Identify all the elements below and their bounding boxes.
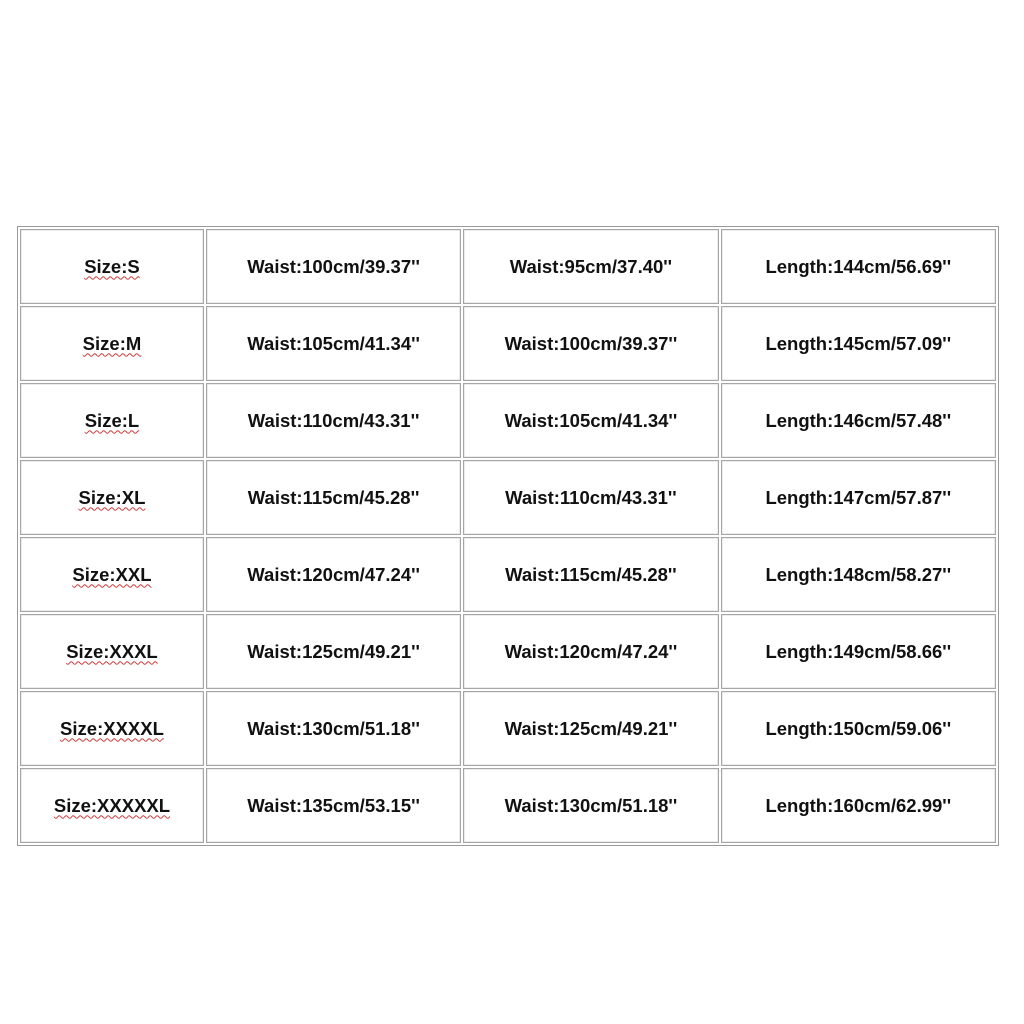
size-label: Size:XXXL bbox=[66, 640, 158, 662]
size-label: Size:L bbox=[84, 409, 140, 431]
size-cell bbox=[20, 229, 204, 304]
waist-cell-2: Waist:130cm/51.18'' bbox=[463, 768, 718, 843]
waist-cell-2: Waist:100cm/39.37'' bbox=[463, 306, 718, 381]
waist-cell: Waist:105cm/41.34'' bbox=[206, 306, 461, 381]
table-row bbox=[20, 537, 996, 612]
size-label: Size:M bbox=[82, 332, 142, 354]
size-label: Size:S bbox=[84, 255, 140, 277]
table-row bbox=[20, 460, 996, 535]
table-row bbox=[20, 768, 996, 843]
size-label: Size:XXL bbox=[72, 563, 152, 585]
waist-cell: Waist:120cm/47.24'' bbox=[206, 537, 461, 612]
size-cell bbox=[20, 383, 204, 458]
waist-cell: Waist:125cm/49.21'' bbox=[206, 614, 461, 689]
length-cell: Length:145cm/57.09'' bbox=[721, 306, 996, 381]
length-cell: Length:150cm/59.06'' bbox=[721, 691, 996, 766]
waist-cell: Waist:100cm/39.37'' bbox=[206, 229, 461, 304]
table-row bbox=[20, 691, 996, 766]
length-cell: Length:146cm/57.48'' bbox=[721, 383, 996, 458]
length-cell: Length:149cm/58.66'' bbox=[721, 614, 996, 689]
waist-cell-2: Waist:110cm/43.31'' bbox=[463, 460, 718, 535]
size-label: Size:XL bbox=[78, 486, 146, 508]
length-cell: Length:147cm/57.87'' bbox=[721, 460, 996, 535]
waist-cell: Waist:130cm/51.18'' bbox=[206, 691, 461, 766]
waist-cell: Waist:110cm/43.31'' bbox=[206, 383, 461, 458]
size-label: Size:XXXXL bbox=[60, 717, 164, 739]
waist-cell-2: Waist:120cm/47.24'' bbox=[463, 614, 718, 689]
table-row bbox=[20, 229, 996, 304]
length-cell: Length:144cm/56.69'' bbox=[721, 229, 996, 304]
length-cell: Length:160cm/62.99'' bbox=[721, 768, 996, 843]
size-cell bbox=[20, 460, 204, 535]
waist-cell: Waist:135cm/53.15'' bbox=[206, 768, 461, 843]
size-label: Size:XXXXXL bbox=[53, 794, 171, 816]
size-cell bbox=[20, 537, 204, 612]
size-chart bbox=[17, 226, 999, 846]
table-row bbox=[20, 306, 996, 381]
waist-cell-2: Waist:105cm/41.34'' bbox=[463, 383, 718, 458]
waist-cell-2: Waist:95cm/37.40'' bbox=[463, 229, 718, 304]
table-row bbox=[20, 614, 996, 689]
size-cell bbox=[20, 306, 204, 381]
waist-cell-2: Waist:115cm/45.28'' bbox=[463, 537, 718, 612]
waist-cell: Waist:115cm/45.28'' bbox=[206, 460, 461, 535]
table-row bbox=[20, 383, 996, 458]
size-chart-table bbox=[18, 227, 998, 845]
size-cell bbox=[20, 691, 204, 766]
size-cell bbox=[20, 768, 204, 843]
waist-cell-2: Waist:125cm/49.21'' bbox=[463, 691, 718, 766]
size-cell bbox=[20, 614, 204, 689]
length-cell: Length:148cm/58.27'' bbox=[721, 537, 996, 612]
